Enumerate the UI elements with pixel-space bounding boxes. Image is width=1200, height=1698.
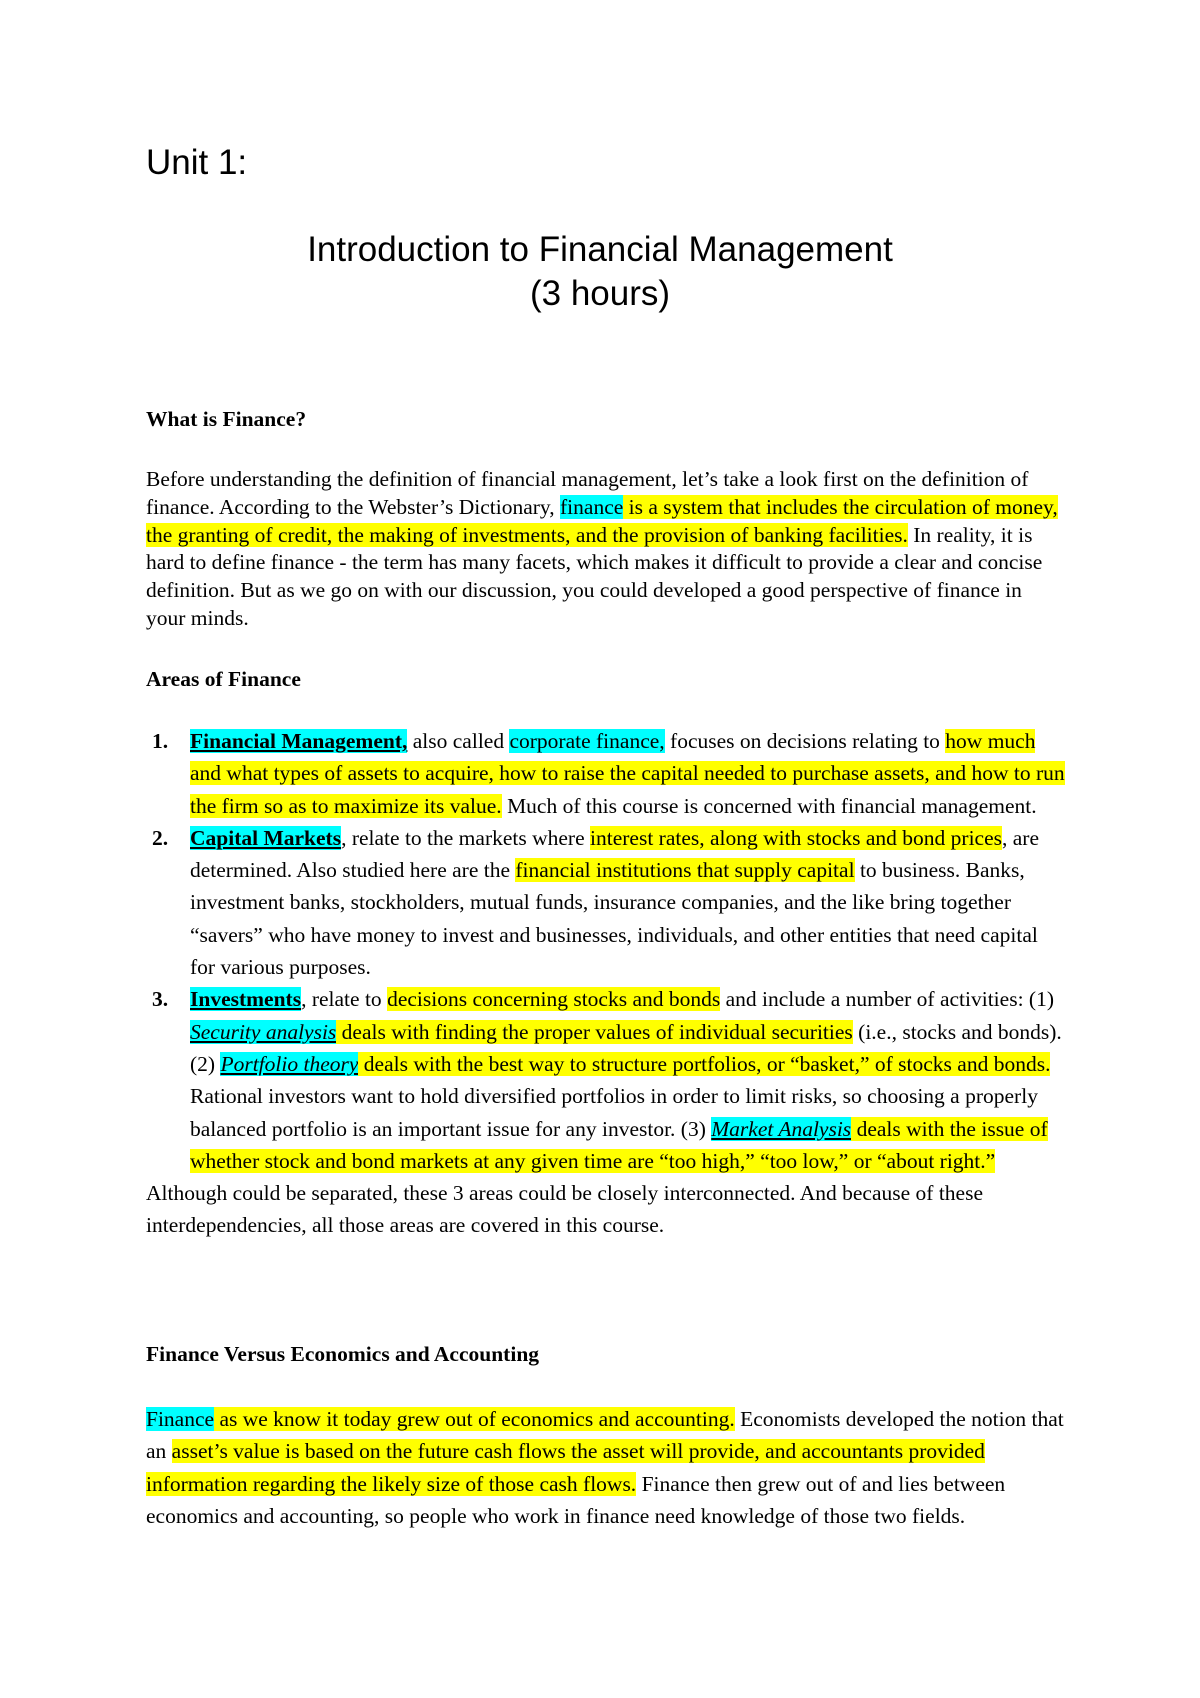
highlight-yellow: deals with the best way to structure portfolios, or “basket,” of stocks and bonds. xyxy=(358,1051,1051,1076)
highlight-cyan: Finance xyxy=(146,1407,215,1431)
text-span: and include a number of activities: (1) xyxy=(720,987,1054,1012)
text-span: (i.e., stocks and bonds). (2) xyxy=(190,1019,1062,1076)
title-line-1: Introduction to Financial Management xyxy=(307,230,893,269)
list-item xyxy=(146,983,1066,1177)
paragraph-interconnected-areas: Although could be separated, these 3 areas could be closely interconnected. And because of these interdependencies, all those areas are covered in this course. xyxy=(146,1181,983,1238)
list-item xyxy=(146,725,1066,822)
text-span: Much of this course is concerned with financial management. xyxy=(501,793,1037,818)
highlight-yellow: asset’s value is based on the future cash flows the asset will provide, and accountants provided information regarding the likely size of those cash flows. xyxy=(146,1439,985,1496)
unit-label: Unit 1: xyxy=(146,143,248,182)
text-span: to business. Banks, investment banks, stockholders, mutual funds, insurance companies, and the like bring together “savers” who have money to invest and businesses, individuals, and other entities that need capital for various purposes. xyxy=(190,858,1038,980)
highlight-yellow: as we know it today grew out of economics and accounting. xyxy=(214,1407,735,1431)
highlight-cyan: finance xyxy=(560,494,624,519)
term-security-analysis: Security analysis xyxy=(190,1019,337,1044)
term-capital-markets: Capital Markets xyxy=(190,825,342,850)
list-item xyxy=(146,822,1066,983)
text-span: In reality, it is hard to define finance - the term has many facets, which makes it difficult to provide a clear and concise definition. But as we go on with our discussion, you could developed a good perspective of finance in your minds. xyxy=(146,522,1043,630)
highlight-yellow: interest rates, along with stocks and bond prices xyxy=(590,825,1003,850)
highlight-yellow: how much and what types of assets to acquire, how to raise the capital needed to purchase assets, and how to run the firm so as to maximize its value. xyxy=(190,729,1065,818)
term-investments: Investments xyxy=(190,987,302,1012)
term-market-analysis: Market Analysis xyxy=(711,1116,852,1141)
paragraph-finance-origins xyxy=(146,1403,1066,1532)
text-span: , relate to the markets where xyxy=(341,825,591,850)
text-span: Finance then grew out of and lies between economics and accounting, so people who work in finance need knowledge of those two fields. xyxy=(146,1471,1006,1528)
text-span: , are determined. Also studied here are the xyxy=(190,825,1040,883)
term-financial-management: Financial Management, xyxy=(190,729,408,753)
highlight-yellow: is a system that includes the circulation of money, the granting of credit, the making of investments, and the provision of banking facilities. xyxy=(146,494,1058,547)
text-span: , relate to xyxy=(301,987,388,1012)
list-number: 1. xyxy=(152,729,169,753)
document-title xyxy=(0,228,1200,316)
heading-what-is-finance: What is Finance? xyxy=(146,407,307,431)
paragraph-definition-of-finance xyxy=(146,466,1066,633)
areas-of-finance-list xyxy=(146,725,1066,1242)
text-span: Rational investors want to hold diversified portfolios in order to limit risks, so choosing a properly balanced portfolio is an important issue for any investor. (3) xyxy=(190,1084,1038,1141)
highlight-cyan: corporate finance, xyxy=(509,729,665,753)
heading-areas-of-finance: Areas of Finance xyxy=(146,667,301,691)
heading-finance-vs-economics-accounting: Finance Versus Economics and Accounting xyxy=(146,1342,540,1366)
list-number: 3. xyxy=(152,987,169,1012)
text-span: also called xyxy=(407,729,510,753)
term-portfolio-theory: Portfolio theory xyxy=(220,1051,359,1076)
highlight-yellow: financial institutions that supply capital xyxy=(515,858,855,883)
text-span: focuses on decisions relating to xyxy=(664,729,946,753)
highlight-yellow: decisions concerning stocks and bonds xyxy=(387,987,721,1012)
highlight-yellow: deals with the issue of whether stock and bond markets at any given time are “too high,” “too low,” or “about right.” xyxy=(190,1116,1048,1173)
list-number: 2. xyxy=(152,825,169,850)
text-span: Before understanding the definition of financial management, let’s take a look first on the definition of finance. According to the Webster’s Dictionary, xyxy=(146,467,1029,519)
title-line-2: (3 hours) xyxy=(529,274,671,313)
text-span: Economists developed the notion that an xyxy=(146,1407,1064,1464)
highlight-yellow: deals with finding the proper values of individual securities xyxy=(336,1019,853,1044)
